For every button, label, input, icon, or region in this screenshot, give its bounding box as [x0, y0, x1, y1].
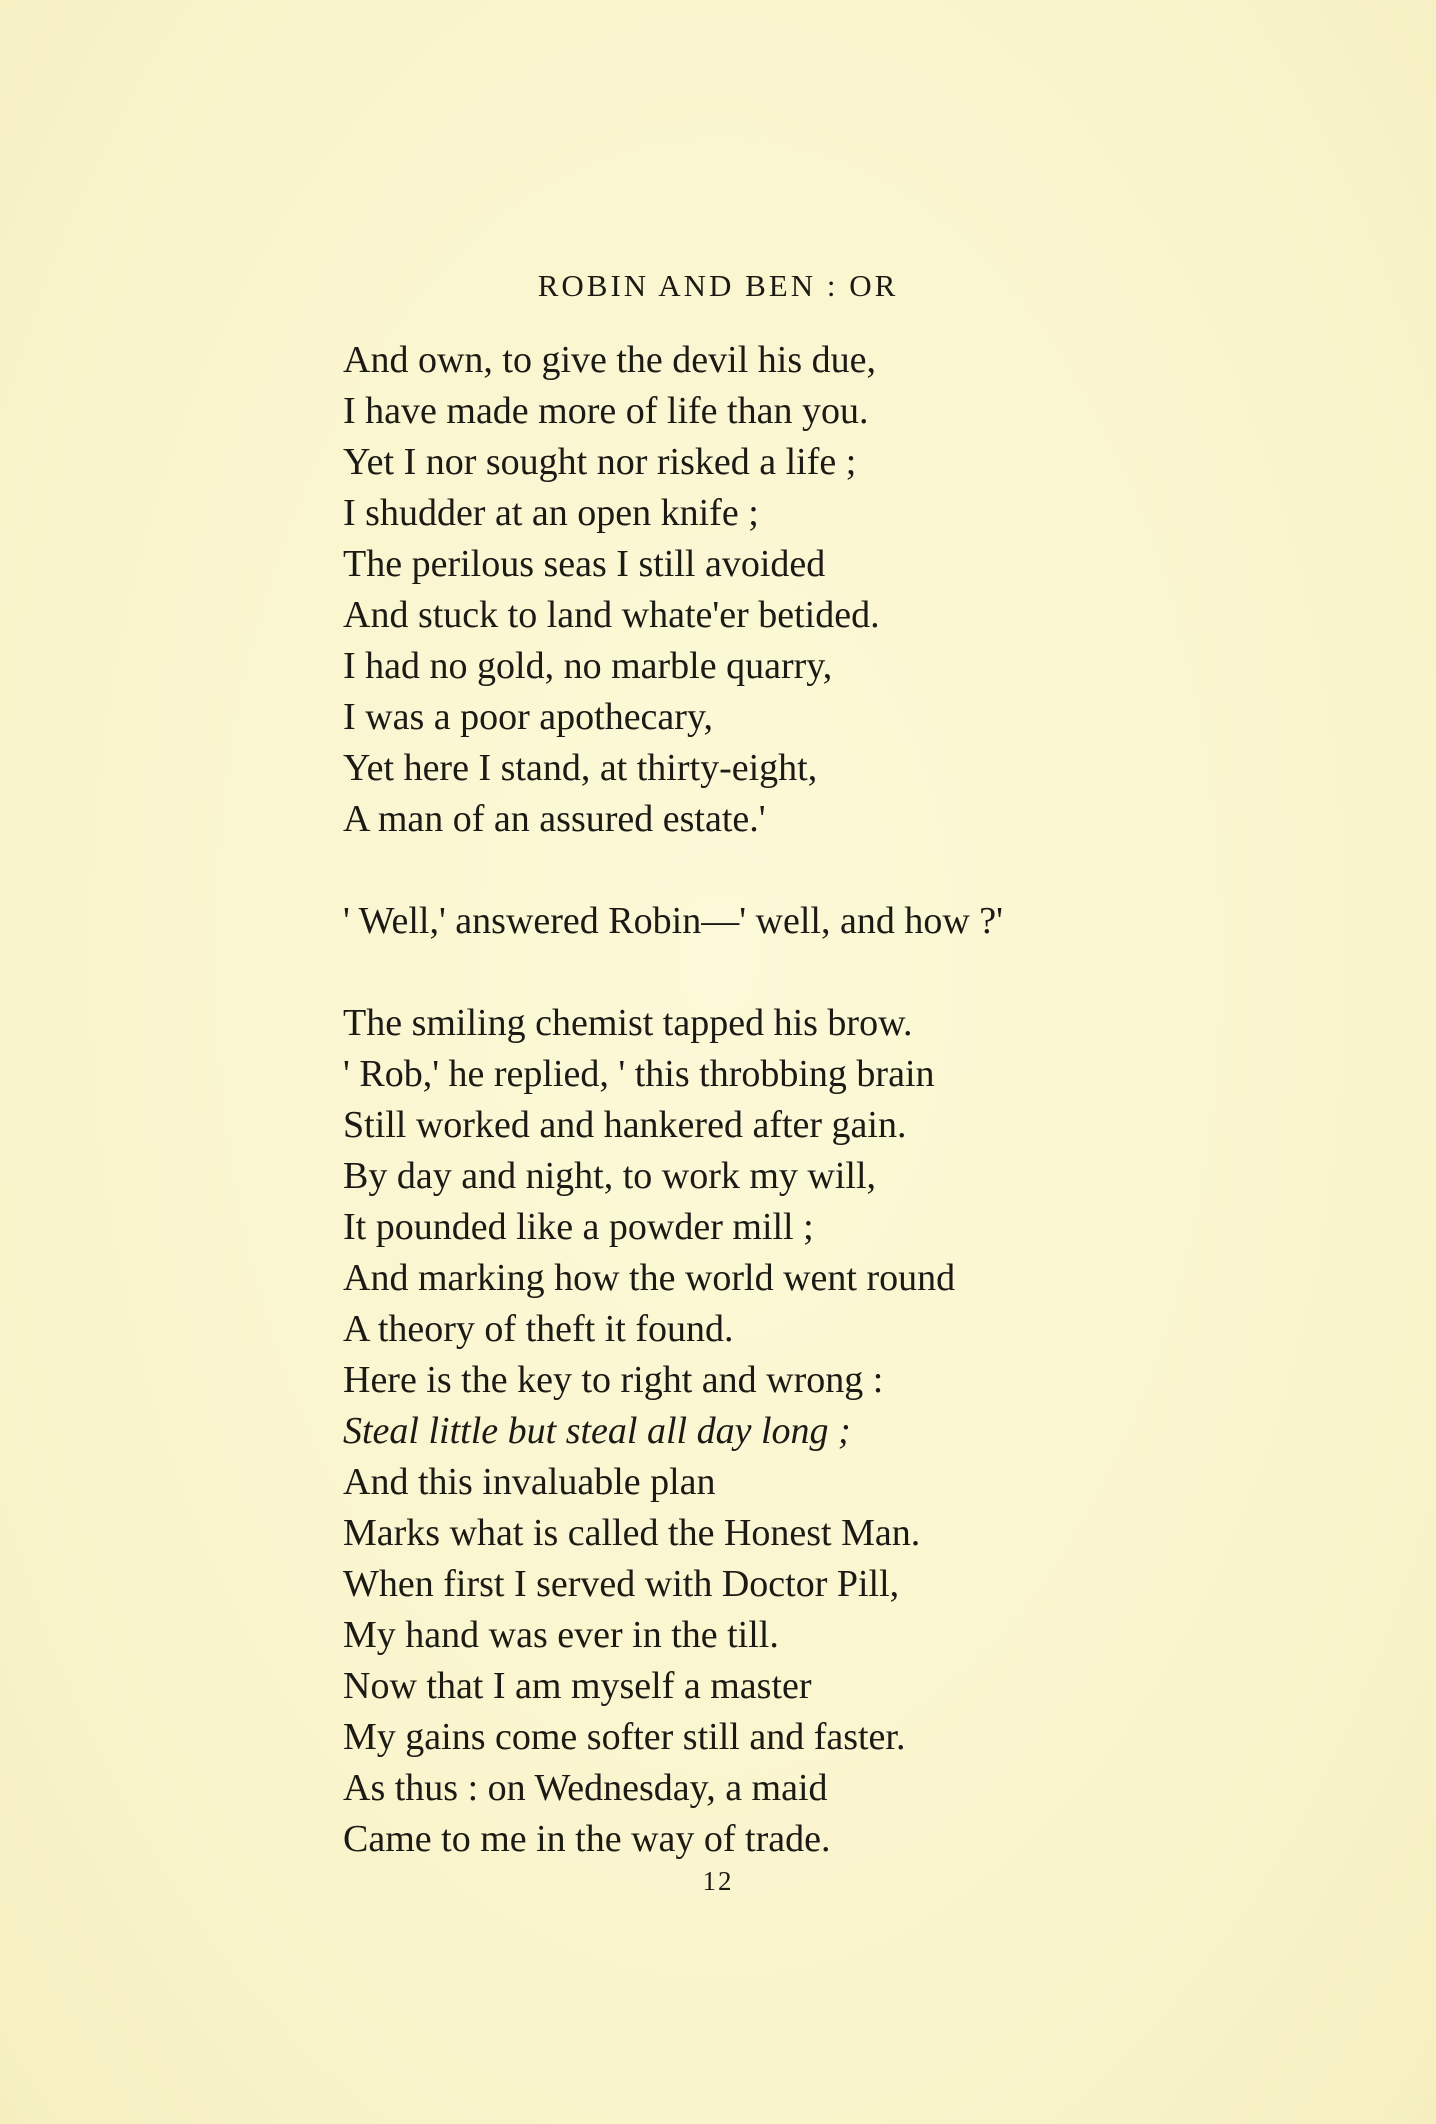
poem-line: Came to me in the way of trade. [343, 1818, 831, 1860]
poem-line: Marks what is called the Honest Man. [343, 1512, 921, 1554]
poem-line: Now that I am myself a master [343, 1665, 812, 1707]
poem-line: ' Well,' answered Robin—' well, and how ?' [343, 900, 1003, 942]
poem-line-italic: Steal little but steal all day long ; [343, 1410, 851, 1452]
stanza-break [343, 947, 1393, 998]
poem-line: By day and night, to work my will, [343, 1155, 877, 1197]
poem-line: And stuck to land whate'er betided. [343, 594, 880, 636]
poem-line: Yet I nor sought nor risked a life ; [343, 441, 857, 483]
poem-line: A man of an assured estate.' [343, 798, 766, 840]
poem-line: Still worked and hankered after gain. [343, 1104, 907, 1146]
poem-line: And this invaluable plan [343, 1461, 716, 1503]
poem-line: And marking how the world went round [343, 1257, 956, 1299]
poem-line: I shudder at an open knife ; [343, 492, 759, 534]
poem-line: And own, to give the devil his due, [343, 339, 876, 381]
poem-line: A theory of theft it found. [343, 1308, 734, 1350]
poem-line: ' Rob,' he replied, ' this throbbing brain [343, 1053, 935, 1095]
poem-line: Here is the key to right and wrong : [343, 1359, 884, 1401]
page-number: 12 [702, 1866, 734, 1896]
poem-line: Yet here I stand, at thirty-eight, [343, 747, 818, 789]
poem-line: The smiling chemist tapped his brow. [343, 1002, 913, 1044]
poem-line: My gains come softer still and faster. [343, 1716, 906, 1758]
poem-line: I have made more of life than you. [343, 390, 869, 432]
poem-line: My hand was ever in the till. [343, 1614, 779, 1656]
poem-text [343, 335, 1393, 1865]
poem-line: The perilous seas I still avoided [343, 543, 826, 585]
poem-line: When first I served with Doctor Pill, [343, 1563, 900, 1605]
poem-line: I was a poor apothecary, [343, 696, 713, 738]
poem-line: As thus : on Wednesday, a maid [343, 1767, 828, 1809]
stanza-break [343, 845, 1393, 896]
running-head: ROBIN AND BEN : OR [537, 268, 899, 303]
poem-line: I had no gold, no marble quarry, [343, 645, 833, 687]
poem-line: It pounded like a powder mill ; [343, 1206, 814, 1248]
